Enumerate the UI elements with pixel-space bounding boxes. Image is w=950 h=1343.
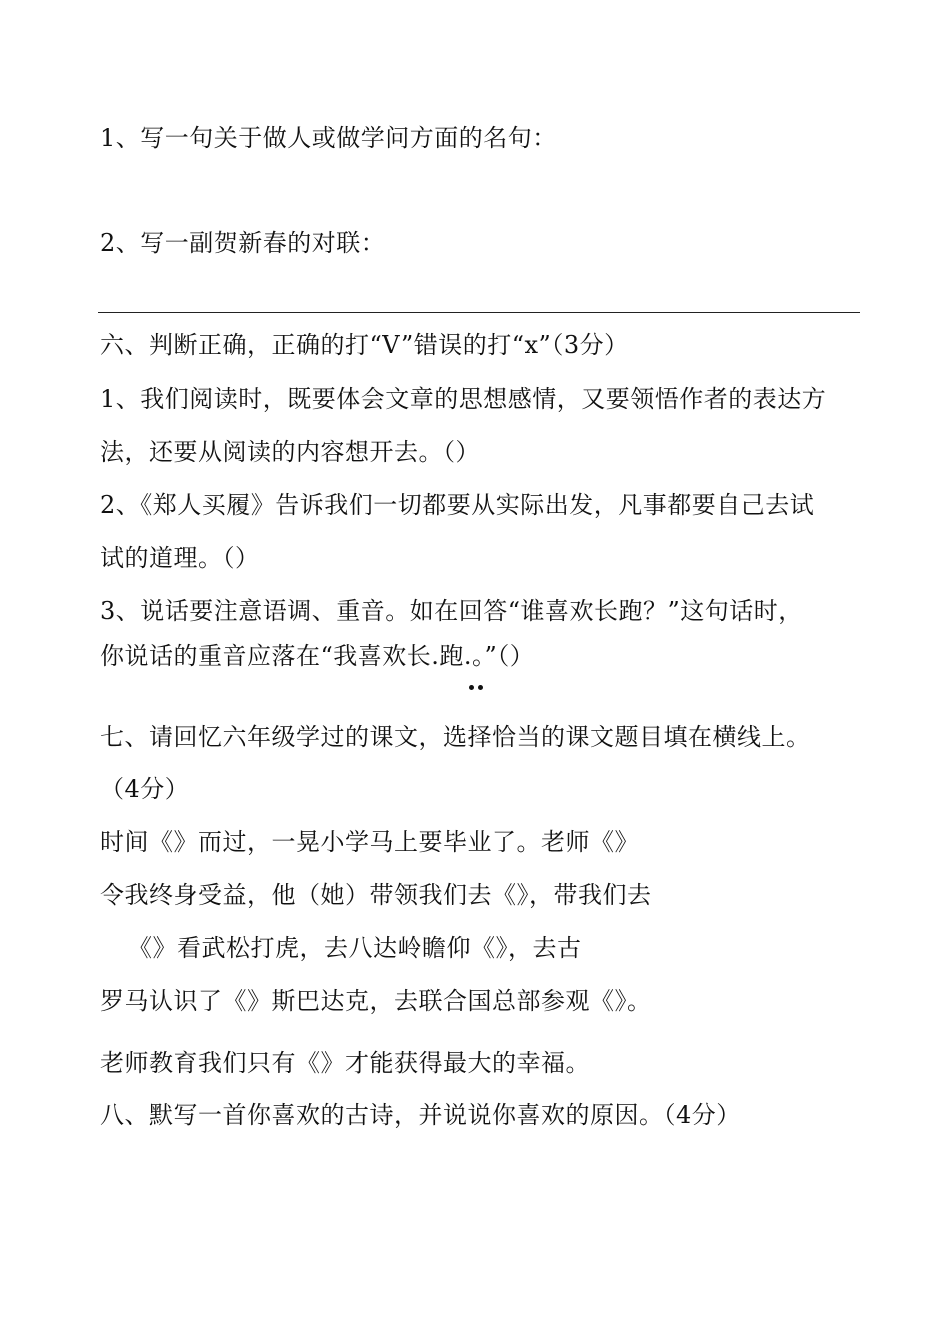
section-7-line-3: 《》看武松打虎，去八达岭瞻仰《》，去古 (128, 934, 582, 962)
section-7-line-1: 时间《》而过，一晃小学马上要毕业了。老师《》 (100, 828, 639, 856)
question-1: 1、写一句关于做人或做学问方面的名句： (100, 124, 557, 152)
section-6-item-1-line-2: 法，还要从阅读的内容想开去。（） (100, 438, 480, 466)
section-6-title: 六、判断正确，正确的打“V”错误的打“x”（3分） (100, 331, 629, 359)
section-8-title: 八、默写一首你喜欢的古诗，并说说你喜欢的原因。（4分） (100, 1101, 741, 1129)
section-6-item-2-line-2: 试的道理。（） (100, 544, 260, 572)
answer-line (98, 312, 860, 313)
section-7-line-4: 罗马认识了《》斯巴达克，去联合国总部参观《》。 (100, 987, 652, 1015)
section-7-title: 七、请回忆六年级学过的课文，选择恰当的课文题目填在横线上。 (100, 723, 811, 751)
section-7-points: （4分） (100, 775, 190, 803)
emphasis-dot (478, 685, 483, 690)
section-6-item-2-line-1: 2、《郑人买履》告诉我们一切都要从实际出发，凡事都要自己去试 (100, 491, 815, 519)
section-7-line-5: 老师教育我们只有《》才能获得最大的幸福。 (100, 1049, 590, 1077)
emphasis-dot (469, 685, 474, 690)
emphasis-dots (469, 685, 483, 690)
section-6-item-3-line-1: 3、说话要注意语调、重音。如在回答“谁喜欢长跑？”这句话时， (100, 597, 803, 625)
section-7-line-2: 令我终身受益，他（她）带领我们去《》，带我们去 (100, 881, 652, 909)
section-6-item-1-line-1: 1、我们阅读时，既要体会文章的思想感情，又要领悟作者的表达方 (100, 385, 827, 413)
question-2: 2、写一副贺新春的对联： (100, 229, 386, 257)
section-6-item-3-line-2: 你说话的重音应落在“我喜欢长.跑.。”（） (100, 642, 535, 670)
